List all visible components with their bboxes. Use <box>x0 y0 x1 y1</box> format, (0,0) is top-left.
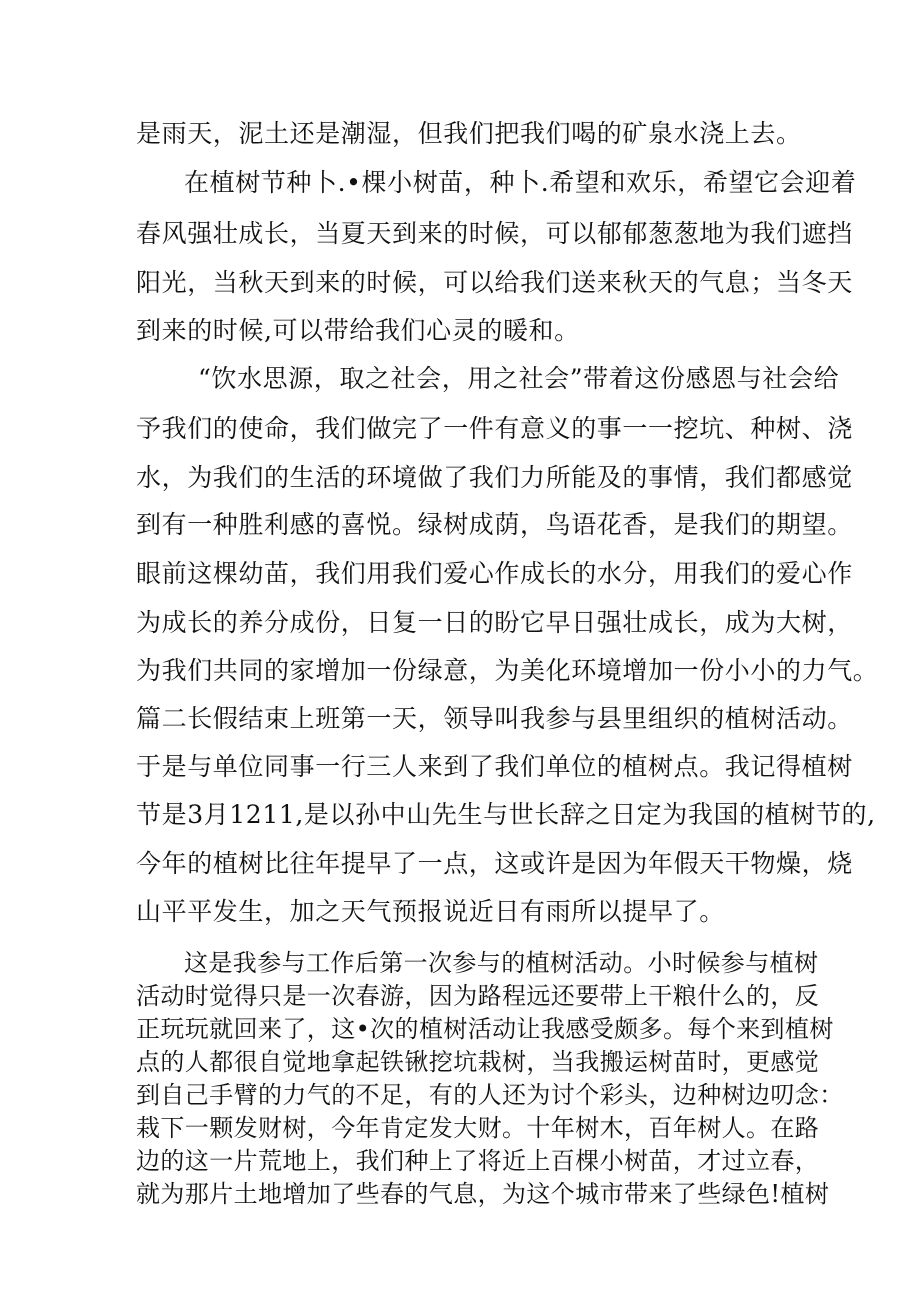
text-line: 边的这一片荒地上，我们种上了将近上百棵小树苗，才过立春， <box>136 1147 820 1175</box>
text-line: 篇二长假结束上班第一天，领导叫我参与县里组织的植树活动。 <box>136 704 853 733</box>
text-line: 春风强壮成长，当夏天到来的时候，可以郁郁葱葱地为我们遮挡 <box>136 219 853 248</box>
text-line: 是雨天，泥土还是潮湿，但我们把我们喝的矿泉水浇上去。 <box>136 119 802 148</box>
text-line: 为我们共同的家增加一份绿意，为美化环境增加一份小小的力气。 <box>136 656 879 685</box>
text-line: 于是与单位同事一行三人来到了我们单位的植树点。我记得植树 <box>136 752 853 781</box>
text-line: 栽下一颗发财树，今年肯定发大财。十年树木，百年树人。在路 <box>136 1114 820 1142</box>
text-line: 到自己手臂的力气的不足，有的人还为讨个彩头，边种树边叨念： <box>136 1081 844 1109</box>
text-line: 予我们的使命，我们做完了一件有意义的事一一挖坑、种树、浇 <box>136 414 853 443</box>
text-line: 这是我参与工作后第一次参与的植树活动。小时候参与植树 <box>184 949 819 977</box>
text-line: 到来的时候,可以带给我们心灵的暖和。 <box>136 316 580 345</box>
text-line: 山平平发生，加之天气预报说近日有雨所以提早了。 <box>136 897 725 926</box>
text-line: 正玩玩就回来了，这•次的植树活动让我感受颇多。每个来到植树 <box>136 1015 834 1043</box>
text-line: 活动时觉得只是一次春游，因为路程远还要带上干粮什么的，反 <box>136 982 820 1010</box>
text-line: 水，为我们的生活的环境做了我们力所能及的事情，我们都感觉 <box>136 463 853 492</box>
text-line: “饮水思源，取之社会，用之社会”带着这份感恩与社会给 <box>198 364 840 393</box>
text-line: 在植树节种卜.•棵小树苗，种卜.希望和欢乐，希望它会迎着 <box>184 168 857 197</box>
text-line: 点的人都很自觉地拿起铁锹挖坑栽树，当我搬运树苗时，更感觉 <box>136 1048 820 1076</box>
text-line: 今年的植树比往年提早了一点，这或许是因为年假天干物燥，烧 <box>136 849 853 878</box>
text-line: 阳光，当秋天到来的时候，可以给我们送来秋天的气息；当冬天 <box>136 268 853 297</box>
text-line: 节是3月1211,是以孙中山先生与世长辞之日定为我国的植树节的, <box>136 800 876 829</box>
text-line: 就为那片土地增加了些春的气息，为这个城市带来了些绿色!植树 <box>136 1180 830 1208</box>
text-line: 到有一种胜利感的喜悦。绿树成荫，鸟语花香，是我们的期望。 <box>136 510 853 539</box>
text-line: 眼前这棵幼苗，我们用我们爱心作成长的水分，用我们的爱心作 <box>136 559 853 588</box>
text-line: 为成长的养分成份，日复一日的盼它早日强壮成长，成为大树， <box>136 608 853 637</box>
